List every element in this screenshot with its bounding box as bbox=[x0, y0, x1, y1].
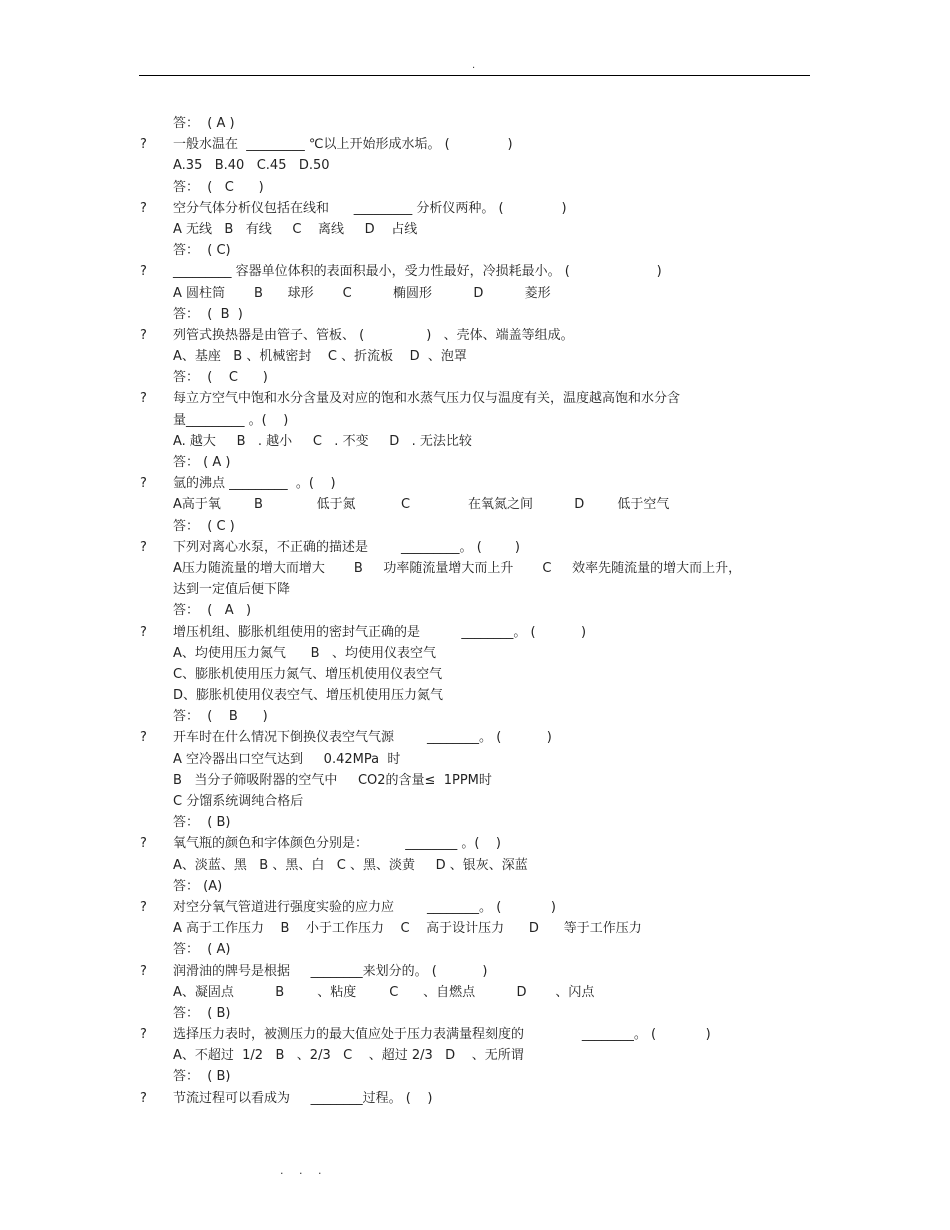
text-line bbox=[0, 685, 950, 706]
line-text: 一般水温在 _________ ℃以上开始形成水垢。 ( ) bbox=[173, 137, 513, 153]
question-line bbox=[0, 134, 950, 155]
bullet-marker: ? bbox=[140, 624, 147, 640]
line-text: 答： ( A ) bbox=[173, 603, 252, 619]
line-text: A、基座 B 、机械密封 C 、折流板 D 、泡罩 bbox=[173, 349, 467, 365]
line-text: D、膨胀机使用仪表空气、增压机使用压力氮气 bbox=[173, 688, 444, 704]
line-text: 答： ( C ) bbox=[173, 179, 264, 195]
line-text: 节流过程可以看成为 ________过程。 ( ) bbox=[173, 1090, 433, 1106]
line-text: A 空冷器出口空气达到 0.42MPa 时 bbox=[173, 751, 401, 767]
line-text: C 分馏系统调纯合格后 bbox=[173, 794, 304, 809]
text-line bbox=[0, 1066, 950, 1087]
footer-mark: . . . bbox=[280, 1164, 328, 1177]
text-line bbox=[0, 918, 950, 939]
text-line bbox=[0, 283, 950, 304]
question-line bbox=[0, 897, 950, 918]
bullet-marker: ? bbox=[140, 899, 147, 915]
text-line bbox=[0, 452, 950, 473]
line-text: 答： ( B) bbox=[173, 815, 231, 831]
line-text: 下列对离心水泵，不正确的描述是 _________。 ( ) bbox=[173, 539, 520, 555]
line-text: 量_________ 。( ) bbox=[173, 412, 289, 428]
document-body bbox=[0, 113, 950, 1109]
question-line bbox=[0, 961, 950, 982]
text-line bbox=[0, 664, 950, 685]
line-text: 答： ( B ) bbox=[173, 709, 268, 725]
text-line bbox=[0, 855, 950, 876]
question-line bbox=[0, 325, 950, 346]
bullet-marker: ? bbox=[140, 539, 147, 555]
text-line bbox=[0, 579, 950, 600]
bullet-marker: ? bbox=[140, 963, 147, 979]
line-text: 答： (A) bbox=[173, 878, 223, 894]
text-line bbox=[0, 155, 950, 176]
bullet-marker: ? bbox=[140, 836, 147, 852]
text-line bbox=[0, 346, 950, 367]
text-line bbox=[0, 410, 950, 431]
question-line bbox=[0, 1088, 950, 1109]
text-line bbox=[0, 219, 950, 240]
text-line bbox=[0, 600, 950, 621]
text-line bbox=[0, 982, 950, 1003]
bullet-marker: ? bbox=[140, 327, 147, 343]
line-text: A. 越大 B . 越小 C . 不变 D . 无法比较 bbox=[173, 433, 472, 449]
line-text: A高于氧 B 低于氮 C 在氧氮之间 D 低于空气 bbox=[173, 497, 670, 513]
bullet-marker: ? bbox=[140, 137, 147, 153]
text-line bbox=[0, 749, 950, 770]
line-text: B 当分子筛吸附器的空气中 CO2的含量≤ 1PPM时 bbox=[173, 772, 492, 788]
line-text: 达到一定值后便下降 bbox=[173, 582, 291, 598]
text-line bbox=[0, 876, 950, 897]
line-text: 答： ( A ) bbox=[173, 116, 235, 131]
line-text: 对空分氧气管道进行强度实验的应力应 ________。 ( ) bbox=[173, 899, 556, 915]
line-text: 每立方空气中饱和水分含量及对应的饱和水蒸气压力仅与温度有关，温度越高饱和水分含 bbox=[173, 391, 681, 407]
line-text: A 无线 B 有线 C 离线 D 占线 bbox=[173, 221, 418, 237]
text-line bbox=[0, 770, 950, 791]
line-text: A 高于工作压力 B 小于工作压力 C 高于设计压力 D 等于工作压力 bbox=[173, 921, 642, 937]
line-text: A压力随流量的增大而增大 B 功率随流量增大而上升 C 效率先随流量的增大而上升， bbox=[173, 560, 742, 576]
line-text: 氧气瓶的颜色和字体颜色分别是： ________ 。( ) bbox=[173, 836, 501, 852]
line-text: A、淡蓝、黑 B 、黑、白 C 、黑、淡黄 D 、银灰、深蓝 bbox=[173, 857, 528, 873]
text-line bbox=[0, 791, 950, 812]
line-text: A.35 B.40 C.45 D.50 bbox=[173, 158, 330, 174]
question-line bbox=[0, 1024, 950, 1045]
text-line bbox=[0, 706, 950, 727]
line-text: A、凝固点 B 、粘度 C 、自燃点 D 、闪点 bbox=[173, 984, 595, 1000]
text-line bbox=[0, 304, 950, 325]
line-text: 答： ( B) bbox=[173, 1005, 231, 1021]
text-line bbox=[0, 177, 950, 198]
line-text: _________ 容器单位体积的表面积最小，受力性最好，冷损耗最小。 ( ) bbox=[173, 264, 662, 280]
line-text: 增压机组、膨胀机组使用的密封气正确的是 ________。 ( ) bbox=[173, 624, 587, 640]
bullet-marker: ? bbox=[140, 476, 147, 492]
line-text: 开车时在什么情况下倒换仪表空气气源 ________。 ( ) bbox=[173, 730, 552, 746]
text-line bbox=[0, 516, 950, 537]
question-line bbox=[0, 727, 950, 748]
header-mark: . bbox=[472, 60, 476, 71]
line-text: 列管式换热器是由管子、管板、 ( ) 、壳体、端盖等组成。 bbox=[173, 327, 574, 343]
text-line bbox=[0, 113, 950, 134]
line-text: 答： ( B ) bbox=[173, 306, 243, 322]
text-line bbox=[0, 367, 950, 388]
text-line bbox=[0, 939, 950, 960]
bullet-marker: ? bbox=[140, 1090, 147, 1106]
text-line bbox=[0, 643, 950, 664]
question-line bbox=[0, 388, 950, 409]
bullet-marker: ? bbox=[140, 264, 147, 280]
question-line bbox=[0, 261, 950, 282]
bullet-marker: ? bbox=[140, 200, 147, 216]
text-line bbox=[0, 558, 950, 579]
line-text: 答： ( A) bbox=[173, 942, 231, 958]
question-line bbox=[0, 473, 950, 494]
line-text: 氩的沸点 _________ 。( ) bbox=[173, 476, 336, 492]
question-line bbox=[0, 198, 950, 219]
line-text: 答： ( C) bbox=[173, 243, 231, 259]
text-line bbox=[0, 1045, 950, 1066]
text-line bbox=[0, 494, 950, 515]
line-text: 空分气体分析仪包括在线和 _________ 分析仪两种。 ( ) bbox=[173, 200, 567, 216]
line-text: A、均使用压力氮气 B 、均使用仪表空气 bbox=[173, 645, 437, 661]
line-text: 润滑油的牌号是根据 ________来划分的。 ( ) bbox=[173, 963, 488, 979]
line-text: 选择压力表时，被测压力的最大值应处于压力表满量程刻度的 ________。 ( ) bbox=[173, 1027, 711, 1043]
text-line bbox=[0, 431, 950, 452]
question-line bbox=[0, 622, 950, 643]
question-line bbox=[0, 833, 950, 854]
line-text: 答： ( B) bbox=[173, 1069, 231, 1085]
text-line bbox=[0, 1003, 950, 1024]
line-text: C、膨胀机使用压力氮气、增压机使用仪表空气 bbox=[173, 666, 443, 682]
line-text: 答： ( C ) bbox=[173, 370, 268, 386]
line-text: A 圆柱筒 B 球形 C 椭圆形 D 菱形 bbox=[173, 285, 551, 301]
bullet-marker: ? bbox=[140, 730, 147, 746]
line-text: 答： ( C ) bbox=[173, 518, 235, 534]
line-text: A、不超过 1/2 B 、2/3 C 、超过 2/3 D 、无所谓 bbox=[173, 1048, 524, 1064]
line-text: 答： ( A ) bbox=[173, 455, 231, 470]
bullet-marker: ? bbox=[140, 391, 147, 407]
bullet-marker: ? bbox=[140, 1027, 147, 1043]
text-line bbox=[0, 812, 950, 833]
text-line bbox=[0, 240, 950, 261]
question-line bbox=[0, 537, 950, 558]
header-rule bbox=[139, 75, 810, 76]
